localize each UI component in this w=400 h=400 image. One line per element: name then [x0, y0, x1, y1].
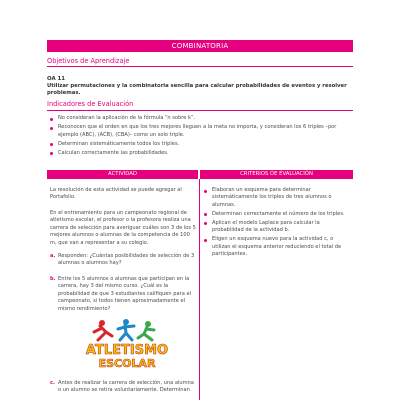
objectives-heading: Objetivos de Aprendizaje	[47, 57, 130, 65]
objectives-rule	[47, 66, 353, 67]
criteria-item: Determinan correctamente el número de los triples.	[204, 211, 352, 218]
criteria-item: Eligen un esquema nuevo para la actividad c, o utilizan el esquema anterior reduciendo el total de participantes.	[204, 236, 352, 258]
activity-context: En el entrenamiento para un campeonato regional de atletismo escolar, el profesor o la profesora realiza una carrera de selección para averiguar cuáles son 3 de los 5 mejores alumnos o alumnas de la competencia de 100 m, que van a representar a su colegio.	[50, 210, 196, 246]
indicators-rule	[47, 110, 353, 111]
atletismo-escolar-logo	[82, 318, 172, 370]
item-letter: c.	[50, 380, 55, 386]
activity-item-a	[50, 253, 196, 268]
indicator-item: Determinan sistemáticamente todos los triples.	[50, 141, 350, 149]
criteria-column-header: CRITERIOS DE EVALUACIÓN	[200, 170, 353, 179]
indicator-item: Calculan correctamente las probabilidades.	[50, 150, 350, 158]
activity-column-header: ACTIVIDAD	[47, 170, 198, 179]
indicators-heading: Indicadores de Evaluación	[47, 100, 134, 108]
column-divider	[199, 179, 200, 400]
indicator-item: No consideran la aplicación de la fórmula “n sobre k”.	[50, 115, 350, 123]
item-text: Entre los 5 alumnos o alumnas que participan en la carrera, hay 3 del mismo curso. ¿Cuál es la probabilidad de que 3 estudiantes califiquen para el campeonato, si todos tienen aproximadamente el mismo rendimiento?	[58, 276, 191, 312]
item-text: Responden: ¿Cuántas posibilidades de selección de 3 alumnas o alumnos hay?	[58, 253, 195, 267]
page-title: COMBINATORIA	[171, 42, 229, 50]
runner-figures-icon	[94, 319, 154, 340]
activity-item-b	[50, 276, 196, 313]
objective-text: Utilizar permutaciones y la combinatoria sencilla para calcular probabilidades de eventos y resolver problemas.	[47, 83, 347, 96]
criteria-item: Elaboran un esquema para determinar sistemáticamente los triples de tres alumnos o alumnas.	[204, 187, 352, 209]
indicators-list	[50, 115, 350, 159]
item-letter: b.	[50, 276, 56, 282]
criteria-list	[204, 187, 352, 260]
criteria-item: Aplican el modelo Laplace para calcular la probabilidad de la actividad b.	[204, 220, 352, 235]
activity-intro: La resolución de esta actividad se puede agregar al Portafolio.	[50, 187, 182, 201]
svg-text:ESCOLAR: ESCOLAR	[98, 357, 156, 370]
item-text: Antes de realizar la carrera de selección, una alumna o un alumno se retira voluntariamente. Determinan	[58, 380, 194, 394]
activity-item-c	[50, 380, 196, 395]
page-title-bar	[47, 40, 353, 52]
indicator-item: Reconocen que el orden en que los tres mejores lleguen a la meta no importa, y consideran los 6 triples –por ejemplo (ABC), (ACB), (CBA)– como un solo triple.	[50, 124, 350, 139]
objective-code: OA 11	[47, 76, 65, 82]
item-letter: a.	[50, 253, 56, 259]
svg-text:ATLETISMO: ATLETISMO	[85, 343, 169, 358]
